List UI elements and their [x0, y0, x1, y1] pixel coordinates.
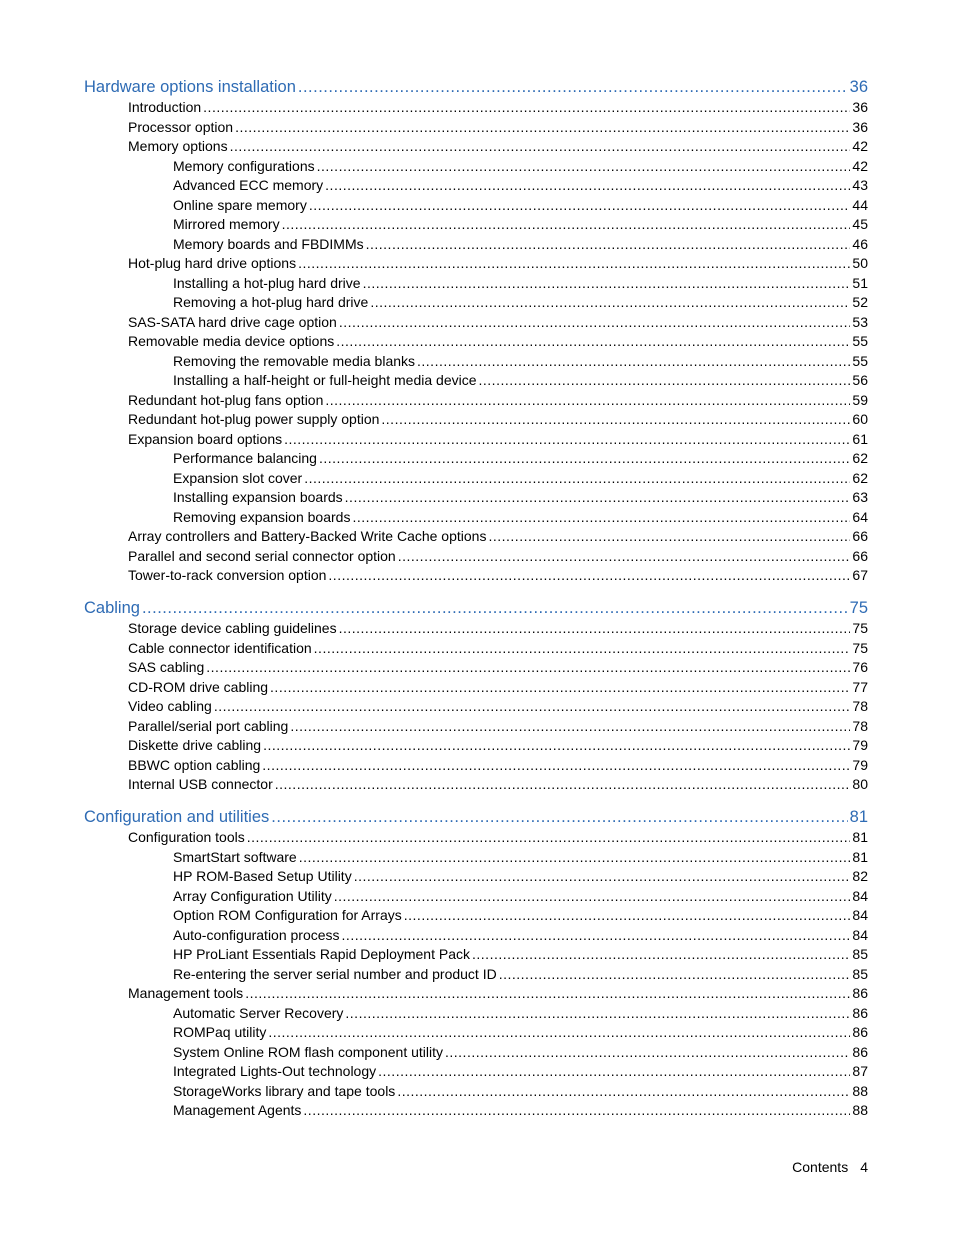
dot-leader: [304, 469, 850, 488]
toc-entry[interactable]: [173, 1062, 868, 1081]
toc-entry-title: Installing expansion boards: [173, 489, 343, 505]
toc-entry[interactable]: [128, 332, 868, 351]
toc-entry[interactable]: [173, 176, 868, 195]
toc-entry-page: 81: [852, 848, 868, 865]
dot-leader: [398, 547, 851, 566]
toc-entry[interactable]: [173, 1101, 868, 1120]
dot-leader: [366, 235, 851, 254]
dot-leader: [290, 717, 850, 736]
dot-leader: [309, 196, 851, 215]
dot-leader: [235, 118, 850, 137]
toc-entry[interactable]: [173, 945, 868, 964]
toc-entry[interactable]: [173, 1004, 868, 1023]
dot-leader: [319, 449, 850, 468]
dot-leader: [381, 410, 850, 429]
toc-entry-page: 88: [852, 1082, 868, 1099]
toc-entry[interactable]: [128, 639, 868, 658]
toc-entry-page: 66: [852, 547, 868, 564]
toc-entry-title: Advanced ECC memory: [173, 177, 324, 193]
toc-entry[interactable]: [128, 756, 868, 775]
toc-entry-page: 81: [852, 829, 868, 845]
toc-entry-page: 75: [849, 599, 868, 617]
dot-leader: [268, 1023, 850, 1042]
toc-entry-page: 78: [852, 698, 868, 714]
dot-leader: [339, 619, 851, 638]
toc-entry[interactable]: [173, 157, 868, 176]
toc-entry[interactable]: [173, 906, 868, 925]
toc-entry-title: Installing a hot-plug hard drive: [173, 274, 361, 291]
dot-leader: [299, 848, 851, 867]
toc-entry-title: Management Agents: [173, 1102, 302, 1118]
toc-entry-title: Online spare memory: [173, 196, 307, 213]
dot-leader: [203, 98, 850, 117]
dot-leader: [325, 176, 850, 195]
dot-leader: [142, 597, 848, 619]
toc-entry-title: Performance balancing: [173, 450, 317, 466]
dot-leader: [298, 76, 848, 98]
toc-entry-title: Installing a half-height or full-height media device: [173, 372, 477, 388]
toc-entry[interactable]: [128, 828, 868, 847]
dot-leader: [488, 527, 850, 546]
toc-entry-title: CD-ROM drive cabling: [128, 678, 269, 695]
dot-leader: [263, 736, 850, 755]
toc-entry-page: 76: [852, 659, 868, 675]
toc-entry[interactable]: [173, 449, 868, 468]
toc-entry[interactable]: [173, 887, 868, 906]
dot-leader: [352, 508, 850, 527]
dot-leader: [206, 658, 850, 677]
toc-entry-title: Processor option: [128, 118, 234, 135]
toc-entry-title: BBWC option cabling: [128, 756, 261, 773]
toc-entry-title: Hardware options installation: [84, 78, 296, 96]
toc-entry[interactable]: [128, 254, 868, 273]
toc-entry-title: Video cabling: [128, 698, 212, 714]
toc-entry[interactable]: [173, 926, 868, 945]
dot-leader: [284, 430, 850, 449]
toc-entry[interactable]: [128, 547, 868, 566]
toc-entry[interactable]: [173, 235, 868, 254]
dot-leader: [325, 391, 850, 410]
toc-entry-title: Integrated Lights-Out technology: [173, 1063, 377, 1079]
dot-leader: [245, 984, 850, 1003]
toc-entry[interactable]: [173, 965, 868, 984]
toc-entry-title: Parallel and second serial connector option: [128, 547, 396, 564]
toc-entry-page: 52: [852, 294, 868, 310]
toc-section-heading[interactable]: [84, 806, 868, 828]
toc-entry-page: 55: [852, 333, 868, 349]
toc-entry-page: 36: [852, 99, 868, 115]
toc-entry-title: Diskette drive cabling: [128, 737, 262, 753]
toc-entry-page: 62: [852, 469, 868, 486]
toc-entry-page: 84: [852, 887, 868, 904]
dot-leader: [214, 697, 851, 716]
toc-entry-title: Configuration and utilities: [84, 808, 270, 826]
dot-leader: [298, 254, 850, 273]
toc-entry-title: ROMPaq utility: [173, 1024, 267, 1040]
toc-entry-title: Array controllers and Battery-Backed Write Cache options: [128, 528, 487, 544]
toc-entry[interactable]: [173, 469, 868, 488]
toc-entry-title: Parallel/serial port cabling: [128, 717, 289, 734]
toc-entry[interactable]: [173, 1082, 868, 1101]
toc-entry-title: Hot-plug hard drive options: [128, 255, 297, 271]
toc-entry-title: Array Configuration Utility: [173, 887, 332, 904]
toc-entry-page: 87: [852, 1063, 868, 1079]
dot-leader: [417, 352, 850, 371]
toc-entry[interactable]: [128, 984, 868, 1003]
toc-entry-page: 78: [852, 717, 868, 734]
toc-entry-page: 44: [852, 196, 868, 213]
dot-leader: [230, 137, 851, 156]
toc-entry[interactable]: [128, 430, 868, 449]
toc-entry-page: 59: [852, 391, 868, 408]
toc-entry[interactable]: [128, 658, 868, 677]
dot-leader: [445, 1043, 850, 1062]
toc-entry-page: 67: [852, 567, 868, 583]
toc-entry-page: 86: [852, 1024, 868, 1040]
toc-entry-title: SAS cabling: [128, 659, 205, 675]
toc-entry[interactable]: [128, 313, 868, 332]
dot-leader: [397, 1082, 850, 1101]
toc-entry-page: 84: [852, 907, 868, 923]
toc-entry-page: 82: [852, 868, 868, 884]
toc-entry-title: Redundant hot-plug fans option: [128, 391, 324, 408]
toc-entry-page: 62: [852, 450, 868, 466]
dot-leader: [342, 926, 851, 945]
toc-entry-page: 77: [852, 678, 868, 695]
toc-entry-page: 80: [852, 776, 868, 792]
toc-entry-page: 61: [852, 430, 868, 447]
dot-leader: [317, 157, 851, 176]
toc-entry-title: Removing a hot-plug hard drive: [173, 294, 369, 310]
toc-entry-page: 81: [849, 808, 868, 826]
toc-entry-page: 53: [852, 313, 868, 330]
toc-entry-page: 60: [852, 411, 868, 427]
dot-leader: [479, 371, 851, 390]
dot-leader: [472, 945, 850, 964]
toc-entry-title: Expansion slot cover: [173, 469, 303, 486]
toc-entry[interactable]: [128, 775, 868, 794]
dot-leader: [404, 906, 851, 925]
toc-entry-page: 46: [852, 235, 868, 252]
toc-entry[interactable]: [128, 717, 868, 736]
toc-entry-title: Cabling: [84, 599, 140, 617]
toc-entry-page: 55: [852, 352, 868, 369]
dot-leader: [303, 1101, 850, 1120]
toc-entry[interactable]: [173, 1043, 868, 1062]
toc-entry[interactable]: [128, 619, 868, 638]
toc-entry-title: Internal USB connector: [128, 776, 273, 792]
toc-section-heading[interactable]: [84, 76, 868, 98]
toc-entry-title: Option ROM Configuration for Arrays: [173, 907, 402, 923]
toc-entry-title: Introduction: [128, 99, 202, 115]
toc-entry[interactable]: [173, 508, 868, 527]
toc-entry[interactable]: [173, 274, 868, 293]
toc-entry[interactable]: [128, 391, 868, 410]
toc-entry-page: 63: [852, 489, 868, 505]
toc-entry[interactable]: [128, 566, 868, 585]
toc-entry[interactable]: [173, 352, 868, 371]
page-footer: [792, 1158, 868, 1177]
toc-entry-page: 84: [852, 926, 868, 943]
dot-leader: [354, 867, 851, 886]
toc-entry[interactable]: [128, 697, 868, 716]
dot-leader: [363, 274, 851, 293]
toc-entry-title: Memory options: [128, 138, 228, 154]
toc-entry-title: Re-entering the server serial number and product ID: [173, 965, 497, 982]
dot-leader: [336, 332, 850, 351]
toc-entry[interactable]: [128, 410, 868, 429]
toc-entry-page: 66: [852, 528, 868, 544]
toc-entry[interactable]: [128, 527, 868, 546]
toc-entry-page: 42: [852, 138, 868, 154]
toc-entry-title: SAS-SATA hard drive cage option: [128, 313, 337, 330]
dot-leader: [328, 566, 850, 585]
toc-entry-title: Redundant hot-plug power supply option: [128, 411, 380, 427]
toc-entry-page: 75: [852, 639, 868, 656]
footer-page-number: 4: [860, 1159, 868, 1175]
toc-entry-title: Auto-configuration process: [173, 926, 340, 943]
toc-entry-page: 85: [852, 965, 868, 982]
toc-entry-title: Memory configurations: [173, 157, 315, 174]
toc-entry-page: 43: [852, 177, 868, 193]
dot-leader: [499, 965, 851, 984]
toc-entry[interactable]: [173, 196, 868, 215]
toc-entry-page: 42: [852, 157, 868, 174]
toc-entry[interactable]: [173, 867, 868, 886]
toc-entry-title: Tower-to-rack conversion option: [128, 567, 327, 583]
dot-leader: [271, 806, 847, 828]
toc-section-heading[interactable]: [84, 597, 868, 619]
toc-entry-page: 85: [852, 946, 868, 962]
toc-entry[interactable]: [173, 371, 868, 390]
dot-leader: [262, 756, 850, 775]
toc-entry[interactable]: [173, 488, 868, 507]
footer-label: Contents: [792, 1159, 849, 1175]
toc-entry-title: System Online ROM flash component utility: [173, 1043, 443, 1060]
toc-entry-title: Cable connector identification: [128, 639, 312, 656]
toc-entry-title: Removable media device options: [128, 333, 335, 349]
toc-entry-title: HP ProLiant Essentials Rapid Deployment Pack: [173, 946, 471, 962]
toc-entry-title: Configuration tools: [128, 829, 245, 845]
dot-leader: [345, 1004, 850, 1023]
toc-entry[interactable]: [173, 215, 868, 234]
toc-entry-title: Management tools: [128, 985, 244, 1001]
toc-entry[interactable]: [128, 736, 868, 755]
toc-entry-page: 88: [852, 1102, 868, 1118]
toc-entry[interactable]: [128, 137, 868, 156]
toc-entry-page: 50: [852, 255, 868, 271]
toc-entry-page: 86: [852, 1043, 868, 1060]
toc-entry-title: StorageWorks library and tape tools: [173, 1082, 396, 1099]
toc-entry-title: Storage device cabling guidelines: [128, 620, 337, 636]
toc-entry-page: 79: [852, 756, 868, 773]
toc-entry[interactable]: [128, 678, 868, 697]
dot-leader: [370, 293, 850, 312]
toc-entry-title: SmartStart software: [173, 848, 297, 865]
toc-entry[interactable]: [173, 848, 868, 867]
toc-entry-title: HP ROM-Based Setup Utility: [173, 868, 352, 884]
toc-entry-page: 64: [852, 508, 868, 525]
toc-entry-page: 86: [852, 1004, 868, 1021]
toc-entry-title: Removing expansion boards: [173, 508, 351, 525]
toc-entry-title: Automatic Server Recovery: [173, 1004, 344, 1021]
toc-entry-page: 36: [849, 78, 868, 96]
toc-entry-title: Expansion board options: [128, 430, 283, 447]
toc-entry[interactable]: [173, 293, 868, 312]
toc-entry-title: Mirrored memory: [173, 216, 280, 232]
dot-leader: [270, 678, 850, 697]
toc-entry-page: 79: [852, 737, 868, 753]
dot-leader: [275, 775, 851, 794]
toc-entry[interactable]: [128, 98, 868, 117]
dot-leader: [345, 488, 851, 507]
dot-leader: [282, 215, 851, 234]
toc-entry-title: Memory boards and FBDIMMs: [173, 235, 364, 252]
toc-entry[interactable]: [128, 118, 868, 137]
dot-leader: [314, 639, 851, 658]
toc-entry-page: 75: [852, 620, 868, 636]
toc-entry-page: 86: [852, 985, 868, 1001]
dot-leader: [378, 1062, 850, 1081]
toc-entry-page: 36: [852, 118, 868, 135]
dot-leader: [247, 828, 851, 847]
toc-entry-page: 56: [852, 372, 868, 388]
toc-entry-page: 51: [852, 274, 868, 291]
dot-leader: [334, 887, 851, 906]
toc-entry-page: 45: [852, 216, 868, 232]
dot-leader: [339, 313, 851, 332]
toc-entry[interactable]: [173, 1023, 868, 1042]
toc-entry-title: Removing the removable media blanks: [173, 352, 416, 369]
